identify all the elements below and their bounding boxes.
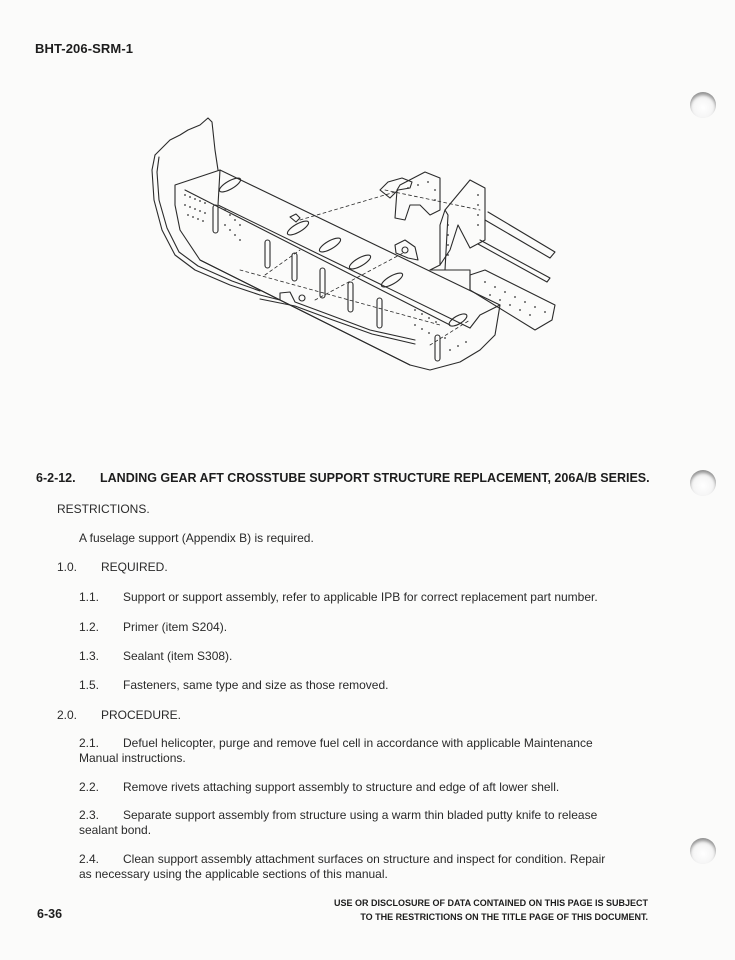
step-number: 2.3. xyxy=(79,808,100,822)
required-heading xyxy=(57,560,168,574)
required-item xyxy=(79,649,232,663)
item-number: 1.3. xyxy=(79,649,100,663)
step-text: Remove rivets attaching support assembly to structure and edge of aft lower shell. xyxy=(123,780,560,794)
item-number: 1.1. xyxy=(79,590,100,604)
required-item xyxy=(79,590,598,604)
required-label: REQUIRED. xyxy=(101,560,168,574)
item-number: 1.2. xyxy=(79,620,100,634)
section-number: 6-2-12. xyxy=(36,471,76,485)
binder-hole-bottom xyxy=(690,838,716,864)
procedure-number: 2.0. xyxy=(57,708,78,722)
restrictions-text: A fuselage support (Appendix B) is required. xyxy=(79,531,314,545)
procedure-label: PROCEDURE. xyxy=(101,708,182,722)
procedure-heading xyxy=(57,708,181,722)
required-item xyxy=(79,620,227,634)
restrictions-heading: RESTRICTIONS. xyxy=(57,502,150,516)
step-text-cont: Manual instructions. xyxy=(79,751,186,765)
step-text-cont: as necessary using the applicable sections of this manual. xyxy=(79,867,388,881)
item-text: Fasteners, same type and size as those removed. xyxy=(123,678,389,692)
procedure-step xyxy=(79,780,639,795)
step-number: 2.4. xyxy=(79,852,100,866)
step-number: 2.1. xyxy=(79,736,100,750)
step-text-cont: sealant bond. xyxy=(79,823,152,837)
binder-hole-middle xyxy=(690,470,716,496)
step-number: 2.2. xyxy=(79,780,100,794)
notice-line-1: USE OR DISCLOSURE OF DATA CONTAINED ON THIS PAGE IS SUBJECT xyxy=(333,898,648,908)
item-text: Support or support assembly, refer to applicable IPB for correct replacement part number. xyxy=(123,590,598,604)
required-number: 1.0. xyxy=(57,560,78,574)
crosstube-support-illustration xyxy=(140,110,570,410)
step-text: Clean support assembly attachment surfaces on structure and inspect for condition. Repair xyxy=(123,852,606,866)
section-heading xyxy=(36,471,650,485)
page-number: 6-36 xyxy=(37,907,63,921)
section-title: LANDING GEAR AFT CROSSTUBE SUPPORT STRUCTURE REPLACEMENT, 206A/B SERIES. xyxy=(100,471,650,485)
item-text: Primer (item S204). xyxy=(123,620,228,634)
item-text: Sealant (item S308). xyxy=(123,649,233,663)
step-text: Defuel helicopter, purge and remove fuel cell in accordance with applicable Maintenance xyxy=(123,736,593,750)
procedure-step xyxy=(79,736,639,766)
binder-hole-top xyxy=(690,92,716,118)
procedure-step xyxy=(79,852,639,882)
item-number: 1.5. xyxy=(79,678,100,692)
disclosure-notice xyxy=(334,896,648,924)
technical-illustration-icon xyxy=(140,110,570,410)
required-item xyxy=(79,678,388,692)
document-id: BHT-206-SRM-1 xyxy=(35,41,134,56)
procedure-step xyxy=(79,808,639,838)
notice-line-2: TO THE RESTRICTIONS ON THE TITLE PAGE OF THIS DOCUMENT. xyxy=(360,912,648,922)
step-text: Separate support assembly from structure using a warm thin bladed putty knife to release xyxy=(123,808,598,822)
